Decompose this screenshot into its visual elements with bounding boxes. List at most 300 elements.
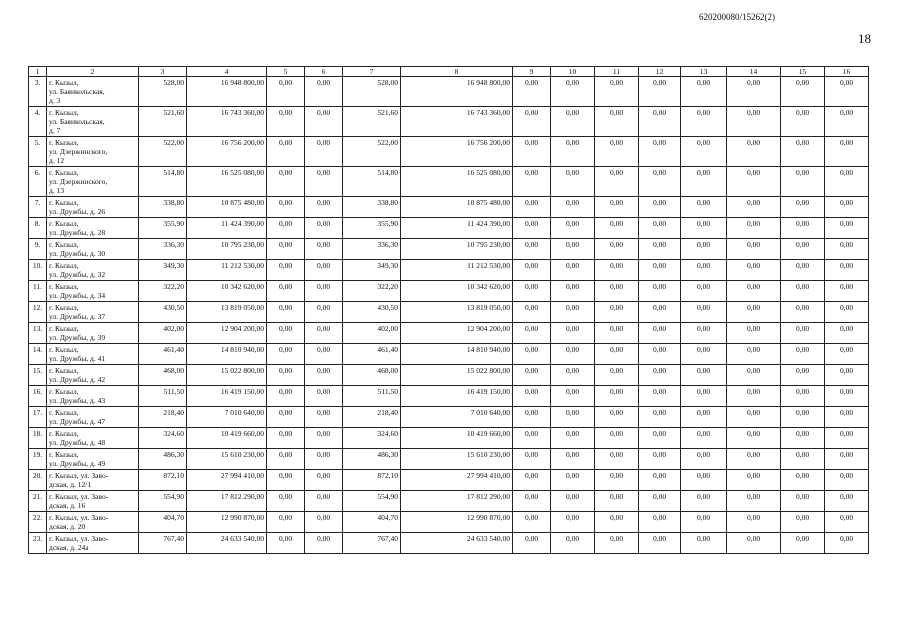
cell-value: 0,00: [825, 260, 869, 281]
column-header: 2: [47, 67, 139, 77]
cell-value: 430,50: [139, 302, 187, 323]
table-row: [29, 107, 869, 137]
cell-value: 218,40: [343, 407, 401, 428]
table-row: [29, 365, 869, 386]
cell-value: 15 610 230,00: [401, 449, 513, 470]
cell-value: 0,00: [595, 365, 639, 386]
cell-value: 522,00: [343, 137, 401, 167]
cell-value: 0,00: [825, 344, 869, 365]
cell-value: 0,00: [825, 197, 869, 218]
cell-value: 0,00: [681, 386, 727, 407]
table-row: [29, 137, 869, 167]
cell-value: 0,00: [825, 137, 869, 167]
cell-value: 10 419 660,00: [401, 428, 513, 449]
cell-value: 15 610 230,00: [187, 449, 267, 470]
cell-value: 0,00: [305, 218, 343, 239]
cell-value: 14 810 940,00: [401, 344, 513, 365]
cell-value: 0,00: [551, 428, 595, 449]
address-cell: г. Кызыл, ул. Дружбы, д. 26: [47, 197, 139, 218]
cell-value: 0,00: [781, 407, 825, 428]
cell-value: 0,00: [781, 281, 825, 302]
cell-value: 15 022 800,00: [401, 365, 513, 386]
cell-value: 0,00: [681, 281, 727, 302]
cell-value: 0,00: [639, 137, 681, 167]
table-row: [29, 218, 869, 239]
cell-value: 0,00: [551, 260, 595, 281]
table-row: [29, 239, 869, 260]
cell-value: 0,00: [267, 107, 305, 137]
cell-value: 10 419 660,00: [187, 428, 267, 449]
cell-value: 0,00: [781, 428, 825, 449]
address-cell: г. Кызыл, ул. Дружбы, д. 37: [47, 302, 139, 323]
cell-value: 0,00: [595, 533, 639, 554]
cell-value: 0,00: [305, 407, 343, 428]
cell-value: 0,00: [305, 107, 343, 137]
page-number: 18: [858, 31, 871, 46]
cell-value: 0,00: [595, 512, 639, 533]
cell-value: 0,00: [551, 386, 595, 407]
address-cell: г. Кызыл, ул. Дружбы, д. 41: [47, 344, 139, 365]
cell-value: 11 212 530,00: [187, 260, 267, 281]
table-row: [29, 533, 869, 554]
address-cell: г. Кызыл, ул. Дружбы, д. 34: [47, 281, 139, 302]
cell-value: 322,20: [139, 281, 187, 302]
cell-value: 0,00: [267, 239, 305, 260]
cell-value: 322,20: [343, 281, 401, 302]
cell-value: 336,30: [139, 239, 187, 260]
cell-value: 16 756 200,00: [187, 137, 267, 167]
cell-value: 336,30: [343, 239, 401, 260]
cell-value: 0,00: [681, 239, 727, 260]
cell-value: 0,00: [513, 197, 551, 218]
cell-value: 0,00: [267, 302, 305, 323]
table-row: [29, 407, 869, 428]
cell-value: 0,00: [551, 218, 595, 239]
cell-value: 0,00: [305, 365, 343, 386]
cell-value: 402,00: [139, 323, 187, 344]
cell-value: 0,00: [781, 260, 825, 281]
cell-value: 0,00: [727, 449, 781, 470]
column-header: 4: [187, 67, 267, 77]
cell-value: 0,00: [781, 197, 825, 218]
cell-value: 0,00: [727, 197, 781, 218]
cell-value: 355,90: [139, 218, 187, 239]
cell-value: 0,00: [267, 533, 305, 554]
address-cell: г. Кызыл, ул. Дзержинского, д. 12: [47, 137, 139, 167]
column-header: 11: [595, 67, 639, 77]
cell-value: 338,80: [343, 197, 401, 218]
cell-value: 0,00: [551, 365, 595, 386]
table-row: [29, 428, 869, 449]
cell-value: 0,00: [513, 167, 551, 197]
cell-value: 338,80: [139, 197, 187, 218]
cell-value: 16 948 800,00: [401, 77, 513, 107]
table-row: [29, 470, 869, 491]
cell-value: 0,00: [595, 449, 639, 470]
cell-value: 0,00: [305, 167, 343, 197]
cell-value: 0,00: [639, 407, 681, 428]
table-row: [29, 197, 869, 218]
cell-value: 0,00: [267, 281, 305, 302]
cell-value: 16 419 150,00: [187, 386, 267, 407]
cell-value: 14 810 940,00: [187, 344, 267, 365]
cell-value: 10 875 480,00: [401, 197, 513, 218]
cell-value: 0,00: [513, 323, 551, 344]
cell-value: 11 212 530,00: [401, 260, 513, 281]
row-number: 3.: [29, 77, 47, 107]
cell-value: 0,00: [681, 167, 727, 197]
cell-value: 0,00: [825, 449, 869, 470]
cell-value: 511,50: [343, 386, 401, 407]
cell-value: 0,00: [781, 302, 825, 323]
cell-value: 0,00: [513, 365, 551, 386]
column-header: 3: [139, 67, 187, 77]
cell-value: 349,30: [343, 260, 401, 281]
cell-value: 0,00: [551, 323, 595, 344]
column-header: 1: [29, 67, 47, 77]
cell-value: 218,40: [139, 407, 187, 428]
cell-value: 0,00: [681, 365, 727, 386]
address-cell: г. Кызыл, ул. Дзержинского, д. 13: [47, 167, 139, 197]
cell-value: 0,00: [267, 77, 305, 107]
cell-value: 27 994 410,00: [401, 470, 513, 491]
cell-value: 0,00: [305, 260, 343, 281]
cell-value: 0,00: [595, 344, 639, 365]
cell-value: 521,60: [139, 107, 187, 137]
table-row: [29, 260, 869, 281]
cell-value: 0,00: [781, 218, 825, 239]
cell-value: 0,00: [595, 260, 639, 281]
address-cell: г. Кызыл, ул. Дружбы, д. 28: [47, 218, 139, 239]
cell-value: 10 795 230,00: [401, 239, 513, 260]
cell-value: 0,00: [639, 512, 681, 533]
cell-value: 0,00: [595, 323, 639, 344]
cell-value: 0,00: [595, 428, 639, 449]
cell-value: 521,60: [343, 107, 401, 137]
cell-value: 0,00: [825, 323, 869, 344]
cell-value: 0,00: [551, 137, 595, 167]
cell-value: 0,00: [639, 197, 681, 218]
row-number: 22.: [29, 512, 47, 533]
cell-value: 0,00: [781, 386, 825, 407]
cell-value: 0,00: [727, 470, 781, 491]
cell-value: 15 022 800,00: [187, 365, 267, 386]
cell-value: 0,00: [595, 218, 639, 239]
cell-value: 0,00: [727, 77, 781, 107]
cell-value: 16 525 080,00: [187, 167, 267, 197]
cell-value: 0,00: [551, 407, 595, 428]
cell-value: 0,00: [551, 197, 595, 218]
cell-value: 0,00: [825, 281, 869, 302]
cell-value: 0,00: [681, 137, 727, 167]
cell-value: 0,00: [551, 470, 595, 491]
cell-value: 0,00: [781, 167, 825, 197]
cell-value: 10 342 620,00: [187, 281, 267, 302]
cell-value: 0,00: [267, 386, 305, 407]
cell-value: 0,00: [551, 533, 595, 554]
address-cell: г. Кызыл, ул. Дружбы, д. 39: [47, 323, 139, 344]
cell-value: 0,00: [595, 239, 639, 260]
cell-value: 0,00: [513, 533, 551, 554]
cell-value: 11 424 390,00: [187, 218, 267, 239]
cell-value: 0,00: [639, 344, 681, 365]
cell-value: 12 990 870,00: [401, 512, 513, 533]
cell-value: 0,00: [595, 77, 639, 107]
cell-value: 0,00: [825, 77, 869, 107]
row-number: 11.: [29, 281, 47, 302]
cell-value: 0,00: [267, 167, 305, 197]
cell-value: 0,00: [551, 281, 595, 302]
cell-value: 0,00: [681, 260, 727, 281]
cell-value: 16 419 150,00: [401, 386, 513, 407]
cell-value: 0,00: [305, 533, 343, 554]
cell-value: 486,30: [343, 449, 401, 470]
cell-value: 0,00: [267, 323, 305, 344]
column-header: 7: [343, 67, 401, 77]
row-number: 13.: [29, 323, 47, 344]
cell-value: 554,90: [139, 491, 187, 512]
cell-value: 0,00: [305, 491, 343, 512]
row-number: 19.: [29, 449, 47, 470]
cell-value: 0,00: [781, 449, 825, 470]
column-header: 6: [305, 67, 343, 77]
cell-value: 0,00: [825, 533, 869, 554]
table-row: [29, 77, 869, 107]
address-cell: г. Кызыл, ул. Дружбы, д. 47: [47, 407, 139, 428]
cell-value: 0,00: [513, 491, 551, 512]
cell-value: 0,00: [681, 407, 727, 428]
cell-value: 0,00: [681, 470, 727, 491]
cell-value: 0,00: [513, 512, 551, 533]
cell-value: 0,00: [727, 323, 781, 344]
cell-value: 486,30: [139, 449, 187, 470]
cell-value: 0,00: [639, 428, 681, 449]
cell-value: 514,80: [343, 167, 401, 197]
table-header-row: [29, 67, 869, 77]
cell-value: 0,00: [639, 239, 681, 260]
cell-value: 528,00: [343, 77, 401, 107]
address-cell: г. Кызыл, ул. Дружбы, д. 32: [47, 260, 139, 281]
table-row: [29, 167, 869, 197]
cell-value: 0,00: [639, 470, 681, 491]
cell-value: 17 812 290,00: [187, 491, 267, 512]
cell-value: 0,00: [305, 302, 343, 323]
address-cell: г. Кызыл, ул. Баянкольская, д. 7: [47, 107, 139, 137]
row-number: 20.: [29, 470, 47, 491]
row-number: 6.: [29, 167, 47, 197]
cell-value: 0,00: [681, 533, 727, 554]
cell-value: 0,00: [781, 365, 825, 386]
cell-value: 0,00: [727, 107, 781, 137]
cell-value: 0,00: [825, 407, 869, 428]
row-number: 4.: [29, 107, 47, 137]
cell-value: 511,50: [139, 386, 187, 407]
cell-value: 0,00: [681, 512, 727, 533]
cell-value: 24 633 540,00: [187, 533, 267, 554]
column-header: 8: [401, 67, 513, 77]
cell-value: 0,00: [781, 470, 825, 491]
address-cell: г. Кызыл, ул. Дружбы, д. 30: [47, 239, 139, 260]
cell-value: 0,00: [513, 386, 551, 407]
cell-value: 0,00: [513, 260, 551, 281]
cell-value: 872,10: [139, 470, 187, 491]
table-row: [29, 281, 869, 302]
cell-value: 10 875 480,00: [187, 197, 267, 218]
cell-value: 0,00: [727, 491, 781, 512]
cell-value: 0,00: [639, 260, 681, 281]
cell-value: 0,00: [639, 281, 681, 302]
cell-value: 0,00: [595, 386, 639, 407]
cell-value: 0,00: [305, 77, 343, 107]
cell-value: 0,00: [681, 77, 727, 107]
cell-value: 0,00: [267, 407, 305, 428]
cell-value: 0,00: [639, 491, 681, 512]
cell-value: 0,00: [727, 260, 781, 281]
table-body: [29, 77, 869, 554]
cell-value: 0,00: [681, 449, 727, 470]
cell-value: 324,60: [343, 428, 401, 449]
cell-value: 0,00: [639, 302, 681, 323]
cell-value: 0,00: [781, 512, 825, 533]
cell-value: 0,00: [305, 449, 343, 470]
cell-value: 0,00: [727, 428, 781, 449]
cell-value: 12 904 200,00: [187, 323, 267, 344]
cell-value: 0,00: [727, 137, 781, 167]
cell-value: 0,00: [267, 449, 305, 470]
cell-value: 12 904 200,00: [401, 323, 513, 344]
cell-value: 13 819 050,00: [187, 302, 267, 323]
cell-value: 0,00: [305, 197, 343, 218]
cell-value: 0,00: [595, 491, 639, 512]
cell-value: 0,00: [681, 344, 727, 365]
cell-value: 0,00: [727, 302, 781, 323]
cell-value: 0,00: [595, 137, 639, 167]
cell-value: 0,00: [781, 533, 825, 554]
address-cell: г. Кызыл, ул. Заво- дская, д. 12/1: [47, 470, 139, 491]
cell-value: 0,00: [825, 512, 869, 533]
cell-value: 24 633 540,00: [401, 533, 513, 554]
cell-value: 0,00: [305, 137, 343, 167]
cell-value: 767,40: [343, 533, 401, 554]
cell-value: 0,00: [551, 449, 595, 470]
cell-value: 0,00: [639, 365, 681, 386]
cell-value: 0,00: [781, 323, 825, 344]
cell-value: 0,00: [267, 428, 305, 449]
cell-value: 0,00: [551, 77, 595, 107]
table-row: [29, 449, 869, 470]
cell-value: 514,80: [139, 167, 187, 197]
address-cell: г. Кызыл, ул. Дружбы, д. 48: [47, 428, 139, 449]
cell-value: 522,00: [139, 137, 187, 167]
cell-value: 0,00: [305, 344, 343, 365]
cell-value: 0,00: [513, 239, 551, 260]
cell-value: 0,00: [551, 167, 595, 197]
cell-value: 0,00: [681, 197, 727, 218]
cell-value: 0,00: [551, 107, 595, 137]
cell-value: 0,00: [267, 218, 305, 239]
cell-value: 0,00: [267, 491, 305, 512]
column-header: 5: [267, 67, 305, 77]
cell-value: 0,00: [267, 512, 305, 533]
cell-value: 0,00: [639, 77, 681, 107]
cell-value: 0,00: [595, 470, 639, 491]
cell-value: 0,00: [305, 512, 343, 533]
cell-value: 0,00: [305, 428, 343, 449]
cell-value: 0,00: [305, 470, 343, 491]
cell-value: 0,00: [681, 302, 727, 323]
cell-value: 16 756 200,00: [401, 137, 513, 167]
cell-value: 0,00: [267, 197, 305, 218]
cell-value: 17 812 290,00: [401, 491, 513, 512]
cell-value: 0,00: [639, 218, 681, 239]
cell-value: 0,00: [781, 107, 825, 137]
row-number: 8.: [29, 218, 47, 239]
cell-value: 0,00: [305, 386, 343, 407]
address-cell: г. Кызыл, ул. Заво- дская, д. 20: [47, 512, 139, 533]
row-number: 7.: [29, 197, 47, 218]
cell-value: 0,00: [825, 167, 869, 197]
cell-value: 0,00: [513, 107, 551, 137]
cell-value: 0,00: [825, 239, 869, 260]
address-cell: г. Кызыл, ул. Заво- дская, д. 24а: [47, 533, 139, 554]
cell-value: 468,00: [343, 365, 401, 386]
cell-value: 0,00: [825, 302, 869, 323]
cell-value: 0,00: [727, 218, 781, 239]
cell-value: 0,00: [681, 107, 727, 137]
cell-value: 0,00: [781, 239, 825, 260]
cell-value: 16 743 360,00: [187, 107, 267, 137]
cell-value: 0,00: [267, 470, 305, 491]
cell-value: 0,00: [781, 344, 825, 365]
cell-value: 10 795 230,00: [187, 239, 267, 260]
cell-value: 0,00: [639, 449, 681, 470]
cell-value: 13 819 050,00: [401, 302, 513, 323]
cell-value: 349,30: [139, 260, 187, 281]
table-row: [29, 323, 869, 344]
document-code: 620200080/15262(2): [699, 12, 775, 22]
column-header: 12: [639, 67, 681, 77]
row-number: 15.: [29, 365, 47, 386]
cell-value: 0,00: [825, 365, 869, 386]
cell-value: 0,00: [825, 107, 869, 137]
table-row: [29, 491, 869, 512]
cell-value: 468,00: [139, 365, 187, 386]
cell-value: 461,40: [343, 344, 401, 365]
cell-value: 0,00: [681, 323, 727, 344]
column-header: 14: [727, 67, 781, 77]
cell-value: 0,00: [305, 239, 343, 260]
cell-value: 0,00: [513, 77, 551, 107]
cell-value: 0,00: [681, 428, 727, 449]
row-number: 9.: [29, 239, 47, 260]
cell-value: 0,00: [513, 407, 551, 428]
row-number: 14.: [29, 344, 47, 365]
cell-value: 0,00: [727, 281, 781, 302]
row-number: 16.: [29, 386, 47, 407]
row-number: 21.: [29, 491, 47, 512]
cell-value: 0,00: [727, 167, 781, 197]
cell-value: 0,00: [639, 533, 681, 554]
cell-value: 404,70: [343, 512, 401, 533]
address-cell: г. Кызыл, ул. Заво- дская, д. 16: [47, 491, 139, 512]
cell-value: 554,90: [343, 491, 401, 512]
cell-value: 16 525 080,00: [401, 167, 513, 197]
row-number: 12.: [29, 302, 47, 323]
cell-value: 0,00: [513, 428, 551, 449]
cell-value: 0,00: [825, 386, 869, 407]
row-number: 23.: [29, 533, 47, 554]
cell-value: 0,00: [639, 167, 681, 197]
